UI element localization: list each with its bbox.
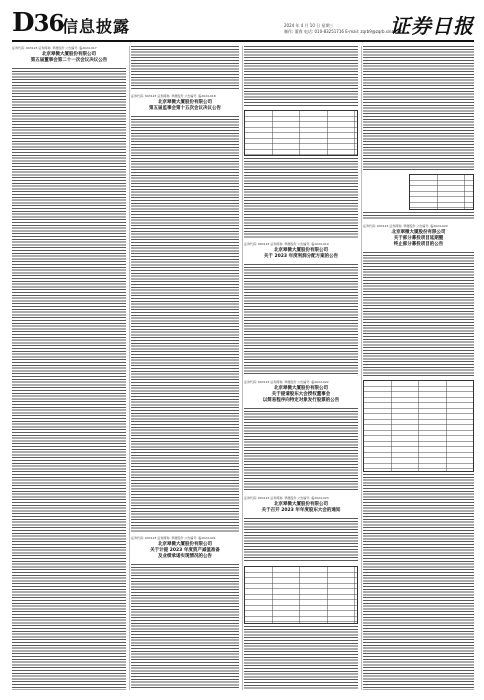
stock-code-line: 证券代码: 603123 证券简称: 翠微股份 公告编号: 临2024-023 bbox=[244, 496, 329, 500]
notice-body-text bbox=[244, 46, 358, 106]
column-3 bbox=[244, 46, 358, 690]
notice-title: 北京翠微大厦股份有限公司 关于提请股东大会授权董事会 以简易程序向特定对象发行股票的公告 bbox=[262, 386, 340, 403]
data-table bbox=[409, 174, 474, 210]
stock-code-line: 证券代码: 603123 证券简称: 翠微股份 公告编号: 临2024-022 bbox=[244, 380, 329, 384]
notice-body-text bbox=[131, 564, 239, 690]
notice-body-text bbox=[244, 626, 358, 690]
notice-body-text bbox=[12, 68, 126, 690]
notice-body-text bbox=[244, 408, 358, 492]
stock-code-line: 证券代码: 603123 证券简称: 翠微股份 公告编号: 临2024-017 bbox=[12, 46, 97, 50]
column-4 bbox=[363, 46, 474, 690]
page-header bbox=[12, 10, 474, 40]
notice-title: 北京翠微大厦股份有限公司 关于部分募投项目延期暨 终止部分募投项目的公告 bbox=[391, 230, 446, 247]
notice-body-text bbox=[244, 264, 358, 376]
section-title: 信息披露 bbox=[62, 17, 131, 36]
column-divider bbox=[361, 46, 362, 690]
notice-title: 北京翠微大厦股份有限公司 关于 2023 年度利润分配方案的公告 bbox=[263, 248, 339, 259]
notice-body-text bbox=[131, 116, 239, 532]
page-letter: D bbox=[12, 8, 34, 38]
proposal-table bbox=[244, 566, 358, 624]
notice-title: 北京翠微大厦股份有限公司 关于计提 2023 年度资产减值准备 及业绩承诺实现情况的公告 bbox=[150, 542, 220, 559]
column-divider bbox=[129, 46, 130, 690]
notice-body-text bbox=[244, 518, 358, 562]
notice-title: 北京翠微大厦股份有限公司 第五届监事会第十五次会议决议公告 bbox=[149, 100, 221, 111]
editor-line: 制作: 董春 电话: 010-83251716 E-mail: zqrb9@zqrb.sina.net bbox=[284, 29, 402, 34]
stock-code-line: 证券代码: 603123 证券简称: 翠微股份 公告编号: 临2024-021 bbox=[131, 536, 216, 540]
date-line: 2024 年 4 月 10 日 星期三 bbox=[284, 23, 334, 28]
notice-body-text bbox=[363, 46, 474, 170]
column-2 bbox=[131, 46, 239, 690]
stock-code-line: 证券代码: 603123 证券简称: 翠微股份 公告编号: 临2024-020 bbox=[363, 224, 448, 228]
page-number bbox=[12, 10, 64, 37]
notice-title: 北京翠微大厦股份有限公司 关于召开 2023 年年度股东大会的通知 bbox=[261, 502, 341, 513]
column-divider bbox=[242, 46, 243, 690]
data-table bbox=[244, 110, 358, 156]
stock-code-line: 证券代码: 603123 证券简称: 翠微股份 公告编号: 临2024-018 bbox=[131, 94, 216, 98]
column-1 bbox=[12, 46, 126, 690]
notice-body-text bbox=[244, 158, 358, 238]
newspaper-logo: 证券日报 bbox=[390, 14, 474, 38]
page-number-digits: 36 bbox=[33, 10, 64, 37]
notice-body-text bbox=[363, 212, 474, 220]
notice-body-text bbox=[363, 252, 474, 376]
project-table bbox=[363, 380, 474, 472]
header-rule bbox=[12, 40, 474, 42]
notice-title: 北京翠微大厦股份有限公司 第五届董事会第二十一次会议决议公告 bbox=[30, 52, 108, 63]
notice-body-text bbox=[363, 474, 474, 690]
stock-code-line: 证券代码: 603123 证券简称: 翠微股份 公告编号: 临2024-019 bbox=[244, 242, 329, 246]
notice-body-text bbox=[131, 46, 239, 90]
